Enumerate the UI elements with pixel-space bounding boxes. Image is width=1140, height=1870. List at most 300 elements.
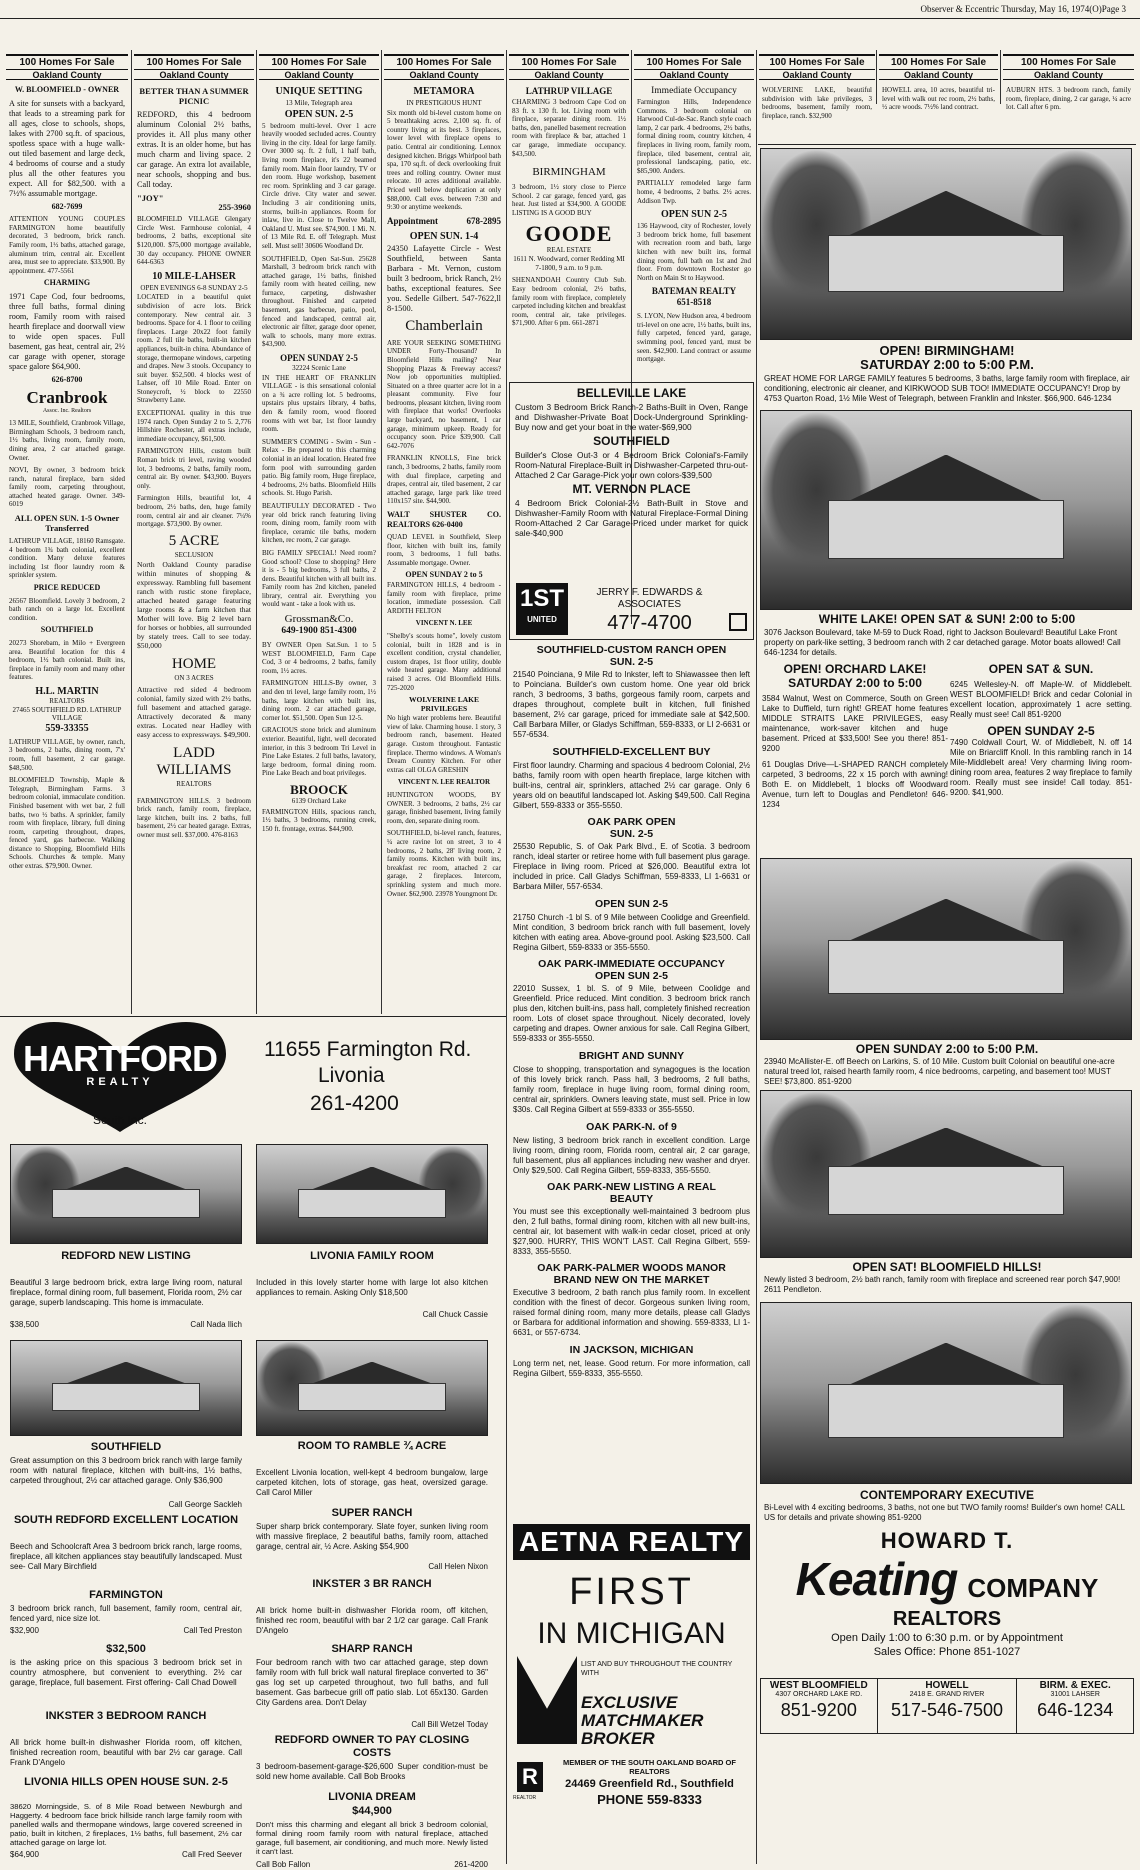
listing-title: OAK PARK OPEN SUN. 2-5 xyxy=(587,816,676,840)
heading-line2: Oakland County xyxy=(509,69,629,81)
classified-column-2 xyxy=(134,50,254,1018)
price: $64,900 xyxy=(10,1850,39,1859)
ad-sub: IN PRESTIGIOUS HUNT xyxy=(406,99,482,107)
agency-name: Chamberlain xyxy=(405,317,483,334)
ad-text: Attractive red sided 4 bedroom colonial, family sized with 2½ baths, full basement and attached garage. Attractively decorated & many extras. Located near Hadley with easy access to expressways. $49,900. xyxy=(137,684,251,739)
listing-title: SHARP RANCH xyxy=(331,1643,413,1655)
listing-title: ROOM TO RAMBLE ¾ ACRE xyxy=(297,1440,447,1452)
agent-call: Call Fred Seever xyxy=(181,1850,242,1859)
listing-text: GREAT HOME FOR LARGE FAMILY features 5 bedrooms, 3 baths, large family room with fireplace, air conditioning, electronic air cleaner, and KIRKWOOD SUB TOO! IMMEDIATE OCCUPANCY! Drop by 4753 Quarton Road, 1½ Mile West of Telegraph, between Franklin and Inkster. $66,900. 646-1234 xyxy=(764,374,1130,403)
ad-text: BY OWNER Open Sat.Sun. 1 to 5 WEST BLOOMFIELD, Farm Cape Cod, 3 or 4 bedrooms, 2 baths, family room, 1½ acres. xyxy=(262,641,376,675)
classified-column-4 xyxy=(384,50,504,1018)
office-howell xyxy=(878,1679,1018,1733)
edwards-ad xyxy=(509,382,754,640)
ad-text: 13 MILE, Southfield, Cranbrook Village, Birmingham Schools, 3 bedroom ranch, 1½ baths, living room, family room, dining area, 2 car attached garage. Owner. xyxy=(9,419,125,462)
column-rule xyxy=(876,50,877,104)
ad-title: OPEN SUN 2-5 xyxy=(660,209,728,221)
listing-text: 6245 Wellesley-N. off Maple-W. of Middlebelt. WEST BLOOMFIELD! Brick and cedar Colonial in excellent location, approximately 1 acre setting. Really must see! Call 851-9200 xyxy=(950,680,1132,719)
ad-text: 136 Haywood, city of Rochester, lovely 3 bedroom brick home, full basement with recreation room and bath, large kitchen with new built ins, formal dining room, full bath on 1st and 2nd floor. From downtown Rochester go North on Main St to Haywood. xyxy=(637,222,751,282)
column-rule xyxy=(256,50,257,1014)
keating-name1: HOWARD T. xyxy=(880,1528,1014,1553)
section-rule xyxy=(758,144,1136,145)
hartford-name: HARTFORD xyxy=(23,1038,217,1079)
ad-text: FARMINGTON HILLS. 3 bedroom brick ranch, family room, fireplace, large kitchen, built ins. 2 baths, full basement, 2½ car heated garage. Extras, owner must sell. $37,000. 476-8163 xyxy=(137,796,251,839)
listing-title: INKSTER 3 BEDROOM RANCH xyxy=(45,1710,207,1722)
ad-text: HUNTINGTON WOODS, BY OWNER. 3 bedrooms, 2 baths, 2½ car garage, finished basement, living family room, den, separate dining room. xyxy=(387,791,501,825)
price: $38,500 xyxy=(10,1320,39,1329)
heading-line2: Oakland County xyxy=(759,69,875,81)
ad-title: ALL OPEN SUN. 1-5 Owner Transferred xyxy=(14,513,120,534)
price: $32,900 xyxy=(10,1626,39,1635)
listing-text: First floor laundry. Charming and spacious 4 bedroom Colonial, 2½ baths, family room with open hearth fireplace, large kitchen with built-ins, central air, sprinklers, attached 2½ car garage. Only 6 years old on beautiful landscaped lot. Asking $49,500. Call Regina Gilbert, 559-8333 or 355-5550. xyxy=(513,761,750,810)
heading-line1: 100 Homes For Sale xyxy=(19,57,115,68)
hartford-ad xyxy=(4,1020,504,1869)
listing-title: OPEN! ORCHARD LAKE! xyxy=(783,662,927,676)
heading-line1: 100 Homes For Sale xyxy=(271,57,367,68)
classified-column-7 xyxy=(759,50,875,142)
listing-title: REDFORD OWNER TO PAY CLOSING COSTS xyxy=(274,1734,470,1759)
west-bloomfield-listing xyxy=(950,662,1132,852)
listing-text: 38620 Morningside, S. of 8 Mile Road between Newburgh and Haggerty. 4 bedroom face brick hillside ranch large family room with panelled walls and thermopane windows, large covered screened in patio, built in kitchen, 2 fireplaces, 1½ baths, full basement, 2½ car attached garage on large lot. xyxy=(10,1802,242,1847)
aetna-banner xyxy=(513,1524,750,1560)
heading-line1: 100 Homes For Sale xyxy=(769,57,865,68)
ad-text: BLOOMFIELD VILLAGE Glengary Circle West. Farmhouse colonial, 4 bedrooms, 2 baths, exceptional site $120,000. $75,000 mortgage available, 30 day occupancy. PHONE OWNER 644-6363 xyxy=(137,215,251,267)
agency-name: H.L. MARTIN xyxy=(35,685,99,697)
listing-text: 7490 Coldwall Court, W. of Middlebelt, N. off 14 Mile on Briarcliff Knoll. In this rambling ranch in 14 Mile-Middlebelt area! Very charming living room-dining room area, features 2 way fireplace to family room. Really must see inside! Call today. 851-9200. $41,900. xyxy=(950,738,1132,797)
agency-name: JERRY F. EDWARDS & ASSOCIATES xyxy=(596,587,703,610)
column-rule xyxy=(506,50,507,1864)
agent-call: Call Bob Fallon xyxy=(256,1860,311,1869)
listing-text: New listing, 3 bedroom brick ranch in excellent condition. Large living room, dining room, Florida room, central air, 2 car garage, full basement, plus all appliances including new washer and dryer. Only $29,500. Call Regina Gilbert, 559-8333, 355-5550. xyxy=(513,1136,750,1175)
listing-title: IN JACKSON, MICHIGAN xyxy=(569,1344,694,1356)
agency-name: Grossman&Co. xyxy=(284,613,354,626)
column-rule xyxy=(381,50,382,1014)
ad-phone: 682-7699 xyxy=(51,201,83,211)
ad-text: PARTIALLY remodeled large farm home, 4 bedrooms, 2 baths. 2½ acres. Addison Twp. xyxy=(637,179,751,205)
listing-text: Super sharp brick contemporary. Slate foyer, sunken living room with massive fireplace, 2 beautiful baths, family room, attached garage, central air, ½ Acre. Asking $54,900 xyxy=(256,1522,488,1551)
listing-title: BRIGHT AND SUNNY xyxy=(578,1050,685,1062)
ad-sub: 32224 Scenic Lane xyxy=(292,364,346,373)
listing-title: LIVONIA DREAM xyxy=(328,1791,416,1803)
agent-call: Call Nada Ilich xyxy=(190,1320,242,1329)
office-name: HOWELL xyxy=(925,1680,969,1691)
agent-call: Call George Sackleh xyxy=(168,1500,242,1509)
office-address: 31001 LAHSER xyxy=(1050,1691,1100,1698)
keating-name2: Keating xyxy=(795,1553,958,1605)
column-heading xyxy=(879,54,998,80)
heading-line2: Oakland County xyxy=(6,69,128,81)
ad-phone: 678-2895 xyxy=(466,215,501,226)
hartford-address: 11655 Farmington Rd. xyxy=(264,1038,472,1061)
listing-text: Newly listed 3 bedroom, 2½ bath ranch, family room with fireplace and screened rear porch $47,900! 2611 Pendleton. xyxy=(764,1275,1121,1294)
ad-text: ATTENTION YOUNG COUPLES FARMINGTON home beautifully decorated, 3 bedroom, brick ranch. Family room, 1½ baths, attached garage, aluminum trim, central air. Excellent area, must see to appreciate. $33,900. By appointment. 477-5561 xyxy=(9,215,125,275)
column-heading xyxy=(759,54,875,80)
aetna-first: FIRST xyxy=(569,1571,694,1613)
agent-call: Call Bill Wetzel Today xyxy=(411,1720,488,1729)
column-heading xyxy=(1003,54,1134,80)
ad-appointment xyxy=(387,216,501,227)
listing-title: SOUTHFIELD xyxy=(90,1441,162,1453)
listing-text: 3 bedroom-basement-garage-$26,600 Super condition-must be sold new home available. Call Bob Brooks xyxy=(256,1762,488,1781)
agency-address: 6139 Orchard Lake xyxy=(291,796,347,805)
agency-name: BROOCK xyxy=(290,781,348,797)
agency-phone: 261-4200 xyxy=(454,1860,488,1869)
listing-text: Great assumption on this 3 bedroom brick ranch with large family room with natural fireplace, kitchen with built-ins, 1½ baths, carpeted throughout, 2½ car attached garage. Only $36,900 xyxy=(10,1456,242,1485)
agency-sub: REAL ESTATE xyxy=(546,245,592,254)
ad-text: No high water problems here. Beautiful view of lake. Charming house. 1 story, 3 bedroom ranch, basement. Heated garage. Custom throughout. Fantastic fireplace. Thermo windows. A Woman's Dream Country Kitchen. For other extras call OLGA GRESHIN xyxy=(387,714,501,774)
listing-text: Custom 3 Bedroom Brick Ranch-2 Baths-Built in Oven, Range and Dishwasher-Private Boat Dock-Underground Sprinkling-Buy now and get your boat in the water-$69,900 xyxy=(515,402,748,432)
ad-text: North Oakland County paradise within minutes of shopping & expressway. Rambling full basement ranch with rustic stone fireplace, attached heated garage featuring large rooms & a farm kitchen that Mother will love. Big 2 level barn for horses or hobbies, all surrounded by stately trees. Call to see today. $50,000 xyxy=(137,560,251,651)
aetna-address: 24469 Greenfield Rd., Southfield xyxy=(565,1778,734,1790)
listing-title: INKSTER 3 BR RANCH xyxy=(312,1578,432,1590)
agency-name: VINCENT N. LEE xyxy=(415,619,473,628)
ad-text: NOVI, By owner, 3 bedroom brick ranch, natural fireplace, barn sided family room, carpeting throughout, attached heated garage. Owner. 349-6019 xyxy=(9,466,125,509)
aetna-exclusive: EXCLUSIVE MATCHMAKER BROKER xyxy=(581,1693,704,1748)
ad-text: 26567 Bloomfield. Lovely 3 bedroom, 2 bath ranch on a large lot. Excellent condition. xyxy=(9,596,125,622)
agency-name: LADD WILLIAMS xyxy=(156,744,232,778)
classified-column-3 xyxy=(259,50,379,1018)
listing-text: Executive 3 bedroom, 2 bath ranch plus family room. In excellent condition with the finest of decor. Gorgeous sunken living room, raised formal dining room, many more details, please call Gladys or Barbara for additional information and showing. 559-8333, LI 1-6631, or 557-6734. xyxy=(513,1288,750,1337)
first-united-badge xyxy=(516,583,568,635)
agency-phone: 649-1900 851-4300 xyxy=(281,626,357,637)
ad-title: BETTER THAN A SUMMER PICNIC xyxy=(139,86,249,106)
ad-text: Six month old bi-level custom home on 5 breathtaking acres. 2,100 sq. ft. of country living at its best. 3 fireplaces, lower level with fireplace opens to patio. Central air conditioning. Lennox designed kitchen. Briggs Whirlpool bath spa, 170 sq.ft. of deck overlooking fruit trees and rolling country. Owner must relocate. 10 acres additional available. Priced well below duplication at only $88,000. Call eves. between 7:30 and 9:30 or anytime weekends. xyxy=(387,108,501,212)
ad-title: SOUTHFIELD xyxy=(40,625,94,635)
ad-text: SHENANDOAH Country Club Sub. Easy bedroom colonial, 2½ baths, family room with fireplace, completely carpeted including kitchen and breakfast room, central air, take privileges. $71,900. After 6 pm. 661-2871 xyxy=(512,276,626,328)
listing-text: 3584 Walnut, West on Commerce, South on Green Lake to Duffield, turn right! GREAT home features MIDDLE STRAITS LAKE PRIVILEGES, easy maintenance, work-saver kitchen and huge basement. Priced at $33,500! See you there! 851-9200 xyxy=(762,694,948,753)
office-phone: 646-1234 xyxy=(1037,1700,1114,1720)
listing-text: 21540 Poinciana, 9 Mile Rd to Inkster, left to Shiawassee then left to Poinciana. Builder's own custom home. One year old brick ranch, 3 bedrooms, 3 baths, gorgeous family room, carpets and drapes throughout, complete built in kitchen, full finished basement, 2½ car garage, priced for immediate sale at $42,500. Call Barbara Miller, or Gladys Schiffman, 559-8333, or LI 2-6631 or 557-6534. xyxy=(513,670,750,739)
aetna-member: MEMBER OF THE SOUTH OAKLAND BOARD OF REALTORS xyxy=(563,1758,736,1776)
office-address: 2418 E. GRAND RIVER xyxy=(909,1691,985,1698)
ad-text: QUAD LEVEL in Southfield, Sleep floor, kitchen with built ins, family room, 3 bedrooms, 1 full baths. Assumable mortgage. Owner. xyxy=(387,533,501,567)
ad-appointment-label: Appointment xyxy=(387,215,439,226)
ad-text: A site for sunsets with a backyard, that leads to a streaming park for all ages, close to schools, shops, lakes with 2700 sq.ft. of spacious, spotless space with a huge walk-out tiled basement and large deck, 4 bedrooms of course and a study plus all the other features you expect. All for $82,500. with a 7½% assumable mortgage. xyxy=(9,98,125,198)
ad-title: W. BLOOMFIELD - OWNER xyxy=(14,85,120,94)
listing-title: SOUTHFIELD-EXCELLENT BUY xyxy=(552,746,711,758)
house-photo xyxy=(760,1302,1132,1484)
listing-text: 21750 Church -1 bl S. of 9 Mile between Coolidge and Greenfield. Mint condition, 3 bedroom brick ranch with full basement, lovely kitchen with eating area. Above-ground pool. Asking $23,500. Call Regina Gilbert, 559-8333 or 355-5550. xyxy=(513,913,750,952)
office-name: WEST BLOOMFIELD xyxy=(769,1680,868,1691)
house-photo xyxy=(10,1144,242,1244)
ad-text: SOUTHFIELD, Open Sat-Sun. 25628 Marshall, 3 bedroom brick ranch with attached garage, 1½ baths, finished family room with heated ceiling, new furnace, carpeting, dishwasher throughout. Finished and carpeted basement, gas barbecue, patio, pool, fenced and landscaped, central air, electronic air filter, garage door opener, walk to schools, many more extras. $43,900. xyxy=(262,254,376,349)
listing-title: MT. VERNON PLACE xyxy=(572,482,691,496)
listing-text: All brick home built-in dishwasher Florida room, off kitchen, finished rec room, beautiful with bar 2 1/2 car garage. Call Frank D'Angelo xyxy=(256,1606,488,1635)
listing-subtitle: SATURDAY 2:00 to 5:00 xyxy=(788,676,922,690)
heading-line2: Oakland County xyxy=(134,69,254,81)
listing-title: LIVONIA FAMILY ROOM xyxy=(310,1250,434,1262)
keating-ad xyxy=(758,146,1136,1860)
ad-sub: OPEN EVENINGS 6-8 SUNDAY 2-5 xyxy=(140,283,248,292)
ad-text: LATHRUP VILLAGE, by owner, ranch, 3 bedrooms, 2 baths, dining room, 7'x' room, full basement, 2 car garage. $48,500. xyxy=(9,737,125,772)
heading-line1: 100 Homes For Sale xyxy=(890,57,987,68)
ad-text: EXCEPTIONAL quality in this true 1974 ranch. Open Sunday 2 to 5. 2,776 Hillshire Rochester, all extras include, immediate occupancy, $61,500. xyxy=(137,409,251,443)
agency-phone: 477-4700 xyxy=(607,612,692,634)
heading-line2: Oakland County xyxy=(634,69,754,81)
listing-title: $32,500 xyxy=(106,1643,146,1655)
office-birmingham xyxy=(1017,1679,1133,1733)
ad-text: BEAUTIFULLY DECORATED - Two year old brick ranch featuring living room, dining room, family room with fireplace, ceramic tile baths, modern kitchen, rec room, 2 car garage. xyxy=(262,501,376,545)
listing-text: 3 bedroom brick ranch, full basement, family room, central air, fenced yard, nice size lot. xyxy=(10,1604,242,1623)
listing-title: OPEN SUN 2-5 xyxy=(595,898,668,910)
classified-column-6 xyxy=(634,50,754,380)
house-photo xyxy=(10,1340,242,1436)
listing-title: REDFORD NEW LISTING xyxy=(61,1250,191,1262)
classified-column-8 xyxy=(879,50,998,142)
heading-line1: 100 Homes For Sale xyxy=(1020,57,1117,68)
ad-text: FARMINGTON Hills, spacious ranch, 1½ baths, 3 bedrooms, running creek, 150 ft. frontage, extras. $44,900. xyxy=(262,807,376,833)
heading-line2: Oakland County xyxy=(879,69,998,81)
ad-text: SUMMER'S COMING - Swim - Sun - Relax - Be prepared to this charming colonial in an ideal location. Heated free form pool with surrounding garden patio. Big family room, Huge fireplace, 4 bedrooms, 2½ baths. Bloomfield Hills schools. St. Hugo Parish. xyxy=(262,437,376,498)
ad-title: HOME xyxy=(171,656,217,673)
listing-text: Builder's Close Out-3 or 4 Bedroom Brick Colonial's-Family Room-Natural Fireplace-Built in Dishwasher-Carpeted thru-out-Attached 2 Car Garage-Pick your own colors-$39,500 xyxy=(515,450,748,480)
listing-text: Beech and Schoolcraft Area 3 bedroom brick ranch, large rooms, fireplace, all kitchen appliances stay beautifully landscaped. Must see- Call Mary Birchfield xyxy=(10,1542,242,1571)
agent-call: Call Ted Preston xyxy=(183,1626,242,1635)
keating-sales: Sales Office: Phone 851-1027 xyxy=(873,1646,1021,1658)
heading-line1: 100 Homes For Sale xyxy=(521,57,617,68)
house-photo xyxy=(760,410,1132,610)
ad-title: 5 ACRE xyxy=(168,532,220,549)
listing-title: SOUTHFIELD xyxy=(593,434,670,448)
listing-price xyxy=(10,1626,242,1636)
listing-title: BELLEVILLE LAKE xyxy=(576,386,687,400)
agency-name: VINCENT N. LEE REALTOR xyxy=(397,778,491,787)
listing-subtitle: SATURDAY 2:00 to 5:00 P.M. xyxy=(860,357,1034,372)
hartford-city: Livonia xyxy=(318,1064,385,1087)
ad-sub: ON 3 ACRES xyxy=(174,674,214,683)
classified-column-1 xyxy=(6,50,128,1018)
house-photo xyxy=(256,1144,488,1244)
ad-title: OPEN SUNDAY 2-5 xyxy=(280,353,358,364)
classified-column-5 xyxy=(509,50,629,380)
ad-text: LOCATED in a beautiful quiet subdivision of acre lots. Brick contemporary. New central air. 3 bedrooms. Space for 4. 1 floor to ceiling fireplaces. Large 20x22 foot family room. 2 full tile baths, built-in kitchen appliances, built-in china. Abundance of storage, thermopane windows, carpeting and drapes. New 3 stools. Occupancy to suit buyer. $52,500. 4 blocks west of Lahser, off 10 Mile Road. Enter on Stoneycroft, ½ block to 22550 Strawberry Lane. xyxy=(137,293,251,405)
ad-text: HOWELL area, 10 acres, beautiful tri-level with walk out rec room, 2½ baths, ½ acre woods. 7½% land contract. xyxy=(882,86,995,112)
ad-text: CHARMING 3 bedroom Cape Cod on 83 ft. x 130 ft. lot. Living room with fireplace, separate dining room. 1½ baths, den, panelled basement recreation room with fireplace & bar, attached 1 car garage, immediate occupancy. $43,500. xyxy=(512,98,626,158)
section-rule xyxy=(0,1016,506,1017)
listing-title: CONTEMPORARY EXECUTIVE xyxy=(859,1488,1035,1502)
ad-title: WOLVERINE LAKE PRIVILEGES xyxy=(409,695,479,713)
ad-text: IN THE HEART OF FRANKLIN VILLAGE - is this sensational colonial on a ¾ acre rolling lot. 5 bedrooms, upstairs plus upstairs library, 4 baths, den & family room, wood floored rooms with wet bar, 1st floor laundry room. xyxy=(262,373,376,434)
office-phone: 517-546-7500 xyxy=(890,1700,1004,1720)
keating-name3: COMPANY xyxy=(967,1573,1099,1603)
listing-text: 22010 Sussex, 1 bl. S. of 9 Mile, between Coolidge and Greenfield. Price reduced. Mint condition. 3 bedroom brick ranch plus den, kitchen built-ins, pass hall, completely finished recreation room. Lots of closet space throughout. Nicely decorated, lovely carpeting and drapes. Owner anxious for sale. Call Regina Gilbert, 559-8333 or 355-5550. xyxy=(513,984,750,1043)
agency-sub: Assoc. Inc. Realtors xyxy=(42,407,92,414)
listing-title: OAK PARK-N. of 9 xyxy=(586,1121,677,1133)
listing-text: Bi-Level with 4 exciting bedrooms, 3 baths, not one but TWO family rooms! Builder's own home! CALL US for details and private showing 851-9200 xyxy=(764,1503,1125,1522)
ad-text: 1971 Cape Cod, four bedrooms, three full baths, formal dining room, Family room with raised hearth fireplace and doorwall view to wide open spaces. Full basement, gas heat, central air, 2½ car garage with opener, storage space galore $64,900. xyxy=(9,291,125,371)
ad-text: Farmington Hills, beautiful lot, 4 bedroom, 2½ baths, den, huge family room, central air and air cleaner. 7¼% mortgage. $73,900. By owner. xyxy=(137,494,251,529)
heading-line1: 100 Homes For Sale xyxy=(646,57,742,68)
heading-line1: 100 Homes For Sale xyxy=(146,57,242,68)
aetna-list-buy: LIST AND BUY THROUGHOUT THE COUNTRY WITH xyxy=(581,1661,733,1677)
ad-title: OPEN SUNDAY 2 to 5 xyxy=(405,570,483,580)
ad-text: AUBURN HTS. 3 bedroom ranch, family room, fireplace, dining, 2 car garage, ¼ acre lot. Call after 6 pm. xyxy=(1006,86,1131,112)
mm-logo-icon xyxy=(517,1656,577,1744)
agency-phone: 626-0400 xyxy=(432,519,463,529)
listing-title: WHITE LAKE! OPEN SAT & SUN! 2:00 to 5:00 xyxy=(818,612,1076,626)
agent-call: Call Helen Nixon xyxy=(428,1562,488,1571)
realtor-r-icon: R xyxy=(517,1762,543,1792)
equal-housing-icon xyxy=(729,613,747,631)
ad-signature: "JOY" xyxy=(137,193,164,203)
ad-title: UNIQUE SETTING xyxy=(275,86,363,97)
ad-title: LATHRUP VILLAGE xyxy=(525,86,613,96)
listing-price xyxy=(10,1320,242,1330)
column-heading xyxy=(384,54,504,80)
listing-title: OPEN SUNDAY 2:00 to 5:00 P.M. xyxy=(855,1042,1039,1056)
heading-line2: Oakland County xyxy=(1003,69,1134,81)
ad-text: FRANKLIN KNOLLS, Fine brick ranch, 3 bedrooms, 2 baths, family room with dual fireplace, carpeting and drapes, central air, tiled basement, 2 car attached garage, large park like treed 110x157 site. $44,900. xyxy=(387,454,501,506)
office-phone: 851-9200 xyxy=(780,1700,857,1720)
realtor-mark: REALTOR xyxy=(513,1795,537,1801)
agency-sub: REALTORS xyxy=(49,696,85,705)
listing-text: 3076 Jackson Boulevard, take M-59 to Duck Road, right to Jackson Boulevard! Beautiful Lake Front property on park-like setting, 3 bedroom ranch with 2 car detached garage. Motor boats allowed! Call 646-1234 for details. xyxy=(764,628,1121,657)
ad-text: 5 bedroom multi-level. Over 1 acre heavily wooded secluded acres. Country living in the city. Ideal for large family. Over 3000 sq. ft. 2 full, 1 half bath, living room fireplace, it's 22 beamed family room. Main floor laundry, TV or den room. Huge workshop, basement rec room. Sprinkling and 3 car garage. Circle drive. City water and sewer. Including 3 air conditioning units, storms, built-in appliances. Room for inlaw, live in. Close to Twelve Mall, Oakland U. Must see. $74,900. 1 Mi. N. of 13 Mile Rd. E. off Telegraph. Must sell. Must sell! 30606 Woodland Dr. xyxy=(262,121,376,250)
agency-phone: 559-33355 xyxy=(45,722,89,734)
edwards-agency xyxy=(576,587,723,635)
ad-title: 10 MILE-LAHSER xyxy=(152,270,236,282)
agency-phone: 651-8518 xyxy=(676,297,712,308)
listing-text: Close to shopping, transportation and synagogues is the location of this lovely brick ranch. Pass hall, 3 bedrooms, 2 full baths, family room, fireplace in huge living room, formal dining room, central air, sprinklers. Owners leaving state, must sell. Price in low $30s. Call Regina Gilbert at 559-8333 or 355-5550. xyxy=(513,1065,750,1114)
ad-text: LATHRUP VILLAGE, 18160 Ramsgate. 4 bedroom 1¾ bath colonial, excellent condition. Many deluxe features including 1st floor laundry room & sprinkler system. xyxy=(9,537,125,580)
ad-text: BLOOMFIELD Township, Maple & Telegraph, Birmingham Farms. 3 bedroom colonial, immaculate condition. Finished basement with wet bar, 2 full baths, two ½ baths. A sprinkler, family room with fireplace, library, full dining room, carpeting throughout, drapes, fenced yard, gas barbecue. Walking distance to Shopping, Bloomfield Hills Schools. Churches & temple. Many other extras. $79,900. Owner. xyxy=(9,776,125,871)
agency-address: 27465 SOUTHFIELD RD. LATHRUP VILLAGE xyxy=(12,705,122,723)
aetna-phone: PHONE 559-8333 xyxy=(597,1792,702,1807)
listing-text: Beautiful 3 large bedroom brick, extra large living room, natural fireplace, formal dining room, full basement, Florida room, 2½ car garage, superb landscaping. This home is immaculate. xyxy=(10,1278,242,1307)
ad-title: Immediate Occupancy xyxy=(651,86,737,96)
office-west-bloomfield xyxy=(761,1679,878,1733)
ad-text: ARE YOUR SEEKING SOMETHING UNDER Forty-Thousand? In Bloomfield Hills mailing? Near Shopping Plazas & Freeway access? Now job opportunities multiplied. Situated on a three quarter acre lot in a pleasant community. Five four bedrooms, pleasant kitchen, living room with fireplace that works! Overlooks large backyard, no basement, 1 car garage, minimum upkeep. Ready for occupancy soon. Price $39,900. Call 642-7076 xyxy=(387,338,501,450)
ad-text: S. LYON, New Hudson area, 4 bedroom tri-level on one acre, 1½ baths, built ins, fully carpeted, fenced yard, garage, swimming pool, fenced yard, must be seen. $42,900. Land contract or assume mortgage. xyxy=(637,312,751,364)
ad-text: FARMINGTON HILLS-By owner, 3 and den tri level, large family room, 1½ baths, large kitchen with built ins, dining room. 2 car attached garage, corner lot. $51,500. Open Sun 12-5. xyxy=(262,679,376,722)
agency-name xyxy=(387,510,501,529)
ad-text: REDFORD, this 4 bedroom aluminum Colonial 2½ baths, provides it. All plus many other extras. It is an older home, but has much charm and living space. 2 car garage. An extra lot available, near schools, shopping and bus. Call today. xyxy=(137,110,251,189)
listing-price xyxy=(10,1850,242,1860)
masthead-rule xyxy=(0,18,1140,19)
ad-phone: 255-3960 xyxy=(218,201,251,212)
ad-text: 24350 Lafayette Circle - West Southfield, between Santa Barbara - Mt. Vernon, custom built 3 bedroom, brick Ranch, 2½ baths, exceptional features. See you. Sedelle Gilbert. 547-7622,ll 8-1500. xyxy=(387,243,501,313)
hartford-south: South Inc. xyxy=(92,1113,148,1127)
column-heading xyxy=(634,54,754,80)
column-rule xyxy=(131,50,132,1014)
ad-title: BIRMINGHAM xyxy=(532,166,606,179)
listing-text: 23940 McAllister-E. off Beech on Larkins, S. of 10 Mile. Custom built Colonial on beautiful one-acre natural treed lot, raised hearth family room, 4 nice bedrooms, carpeting, and basement too! MUST SEE! $73,800. 851-9200 xyxy=(764,1057,1115,1086)
ad-sub: 13 Mile, Telegraph area xyxy=(285,99,353,107)
keating-logo xyxy=(758,1528,1136,1659)
ad-title: CHARMING xyxy=(43,278,91,288)
listing-title: SOUTHFIELD-CUSTOM RANCH OPEN SUN. 2-5 xyxy=(536,644,727,668)
column-heading xyxy=(259,54,379,80)
listing-text: You must see this exceptionally well-maintained 3 bedroom plus den, 2 full baths, formal dining room, kitchen with all new built-ins, central air, lot basement with walk-in cedar closet, priced at only $27,900. HURRY, THIS WON'T LAST. Call Regina Gilbert, 559-8333, 355-5550. xyxy=(513,1207,750,1256)
ad-text: FARMINGTON HILLS, 4 bedroom - family room with fireplace, prime location, immediate possession. Call ARDITH FELTON xyxy=(387,580,501,615)
classified-column-9 xyxy=(1003,50,1134,142)
agent-call: Call Chuck Cassie xyxy=(422,1310,488,1319)
listing-text: Don't miss this charming and elegant all brick 3 bedroom colonial, formal dining room family room with natural fireplace, attached garage, full basement, air conditioning, and much more. Newly listed it can't last. xyxy=(256,1820,488,1856)
column-heading xyxy=(509,54,629,80)
ad-text: WOLVERINE LAKE, beautiful subdivision with lake privileges, 3 bedrooms, basement, family room, fireplace, ranch. $32,900 xyxy=(762,86,872,120)
ad-title: OPEN SUN. 1-4 xyxy=(409,230,479,242)
agency-logo: Cranbrook xyxy=(26,387,108,407)
badge-sub: UNITED xyxy=(527,615,557,624)
ad-text: FARMINGTON Hills, custom built Roman brick tri level, raving wooded lot, 3 bedrooms, 2 baths, family room, central air. By owner. $43,900. Buyers only. xyxy=(137,447,251,490)
house-photo xyxy=(760,148,1132,340)
masthead: Observer & Eccentric Thursday, May 16, 1974(O)Page 3 xyxy=(920,4,1126,14)
heading-line2: Oakland County xyxy=(259,69,379,81)
listing-text: Included in this lovely starter home with large lot also kitchen appliances to remain. Asking Only $18,500 xyxy=(256,1278,488,1297)
agency-logo: GOODE xyxy=(525,220,613,246)
house-photo xyxy=(760,1090,1132,1258)
ad-text: 3 bedroom, 1½ story close to Pierce School. 2 car garage, fenced yard, gas heat. Just listed at $34,900. A GOODE LISTING IS A GOOD BUY xyxy=(512,183,626,217)
column-heading xyxy=(134,54,254,80)
ad-text: SOUTHFIELD, bi-level ranch, features, ¼ acre ravine lot on street, 3 to 4 bedrooms, 2 baths, 28' living room, 2 family rooms. Kitchen with built ins, breakfast rec room, attached 2 car garage, 2 fireplaces. Intercom, sprinkling system and much more. Owner. $62,900. 23978 Youngmont Dr. xyxy=(387,829,501,898)
ad-sub: SECLUSION xyxy=(174,550,214,559)
house-photo xyxy=(256,1340,488,1436)
listing-title: LIVONIA HILLS OPEN HOUSE SUN. 2-5 xyxy=(24,1776,228,1788)
agency-name: BATEMAN REALTY xyxy=(651,286,737,297)
hartford-logo xyxy=(10,1020,230,1136)
listing-title: OAK PARK-NEW LISTING A REAL BEAUTY xyxy=(547,1181,716,1205)
office-name: BIRM. & EXEC. xyxy=(1039,1680,1111,1691)
listing-text: 25530 Republic, S. of Oak Park Blvd., E. of Scotia. 3 bedroom ranch, ideal starter or retiree home with full basement plus garage. Fireplace in living room. Priced at $26,000. Beautiful extra lot included in price. Call Gladys Schiffman, 559-8333, LI 1-6631 or Barbara Miller, 557-6534. xyxy=(513,842,750,891)
agency-label: WALT SHUSTER CO. REALTORS xyxy=(387,510,501,529)
listing-title: OAK PARK-PALMER WOODS MANOR BRAND NEW ON THE MARKET xyxy=(537,1262,726,1286)
ad-text: "Shelby's scouts home", lovely custom colonial, built in 1828 and is in excellent condition, crystal chandelier, custom drapes, 1st floor utility, double wide heated garage. Many additional raised 3 acres. Old Bloomfield Hills. 725-2020 xyxy=(387,631,501,692)
heading-line1: 100 Homes For Sale xyxy=(396,57,492,68)
aetna-ad xyxy=(509,644,754,1860)
keating-offices xyxy=(760,1678,1134,1734)
listing-text: 61 Douglas Drive—L-SHAPED RANCH completely carpeted, 3 bedrooms, 22 x 15 porch with awning! Both E. on Middlebelt, 1 blocks off Woodward Avenue, turn left to Douglas and Pendleton! 646-1234 xyxy=(762,760,948,809)
heading-line2: Oakland County xyxy=(384,69,504,81)
listing-text: Long term net, net, lease. Good return. For more information, call Regina Gilbert, 559-8333, 355-5550. xyxy=(513,1359,750,1378)
ad-title: METAMORA xyxy=(413,86,475,97)
listing-text: All brick home built-in dishwasher Florida room, off kitchen, finished recreation room, beautiful with bar 2½ car garage. Call Frank D'Angelo xyxy=(10,1738,242,1767)
badge-text: 1ST xyxy=(519,585,564,612)
ad-open: OPEN SUN. 2-5 xyxy=(284,108,354,120)
listing-price: $44,900 xyxy=(352,1805,392,1817)
ad-phone: 626-8700 xyxy=(51,374,83,384)
keating-hours: Open Daily 1:00 to 6:30 p.m. or by Appointment xyxy=(831,1632,1063,1644)
listing-title: SUPER RANCH xyxy=(331,1507,413,1519)
listing-text: is the asking price on this spacious 3 bedroom brick set in country atmosphere, but convenient to everything. 2½ car garage, fireplace, full basement. First offering- Call Chad Dowell xyxy=(10,1658,242,1687)
ad-text: GRACIOUS stone brick and aluminum exterior. Beautiful, light, well decorated interior, in this 3 bedroom Tri Level in Pine Lake Estates. 2 full baths, lavatory, large bedroom, formal dining room. Pine Lake Beach and boat privileges. xyxy=(262,726,376,778)
ad-text: 20273 Shorebam, in Milo + Evergreen area. Beautiful location for this 4 bedroom, 1½ bath colonial. Built ins, fireplace in family room and many other features. xyxy=(9,639,125,682)
column-heading xyxy=(6,54,128,80)
office-address: 4307 ORCHARD LAKE RD. xyxy=(775,1691,863,1698)
listing-title: SOUTH REDFORD EXCELLENT LOCATION xyxy=(13,1514,239,1526)
orchard-lake-listing xyxy=(762,662,948,852)
agency-address: 1611 N. Woodward, corner Redding MI 7-1800, 9 a.m. to 9 p.m. xyxy=(513,255,625,272)
aetna-in-michigan: IN MICHIGAN xyxy=(537,1617,726,1650)
column-rule xyxy=(1000,50,1001,104)
ad-text: BIG FAMILY SPECIAL! Need room? Good school? Close to shopping? Here it is - 5 big bedrooms, 3 full baths, 2 dens. Beautiful kitchen with all built ins. Family room has 2nd kitchen, paneled library, central air. Everything you would want - take a look with us. xyxy=(262,548,376,609)
listing-title: OPEN SAT! BLOOMFIELD HILLS! xyxy=(852,1260,1042,1274)
hartford-phone: 261-4200 xyxy=(310,1092,399,1115)
listing-title: OPEN SUNDAY 2-5 xyxy=(987,724,1095,738)
house-photo xyxy=(760,858,1132,1040)
hartford-realty: REALTY xyxy=(86,1076,154,1088)
agency-sub: REALTORS xyxy=(176,779,212,788)
listing-text: Excellent Livonia location, well-kept 4 bedroom bungalow, large carpeted kitchen, lots of storage, gas heat, oversized garage. Call Carol Miller xyxy=(256,1468,488,1497)
keating-realtors: REALTORS xyxy=(892,1608,1002,1630)
listing-text: 4 Bedroom Brick Colonial-2½ Bath-Built in Stove and Dishwasher-Family Room with Natural Fireplace-Formal Dining Room-Attached 2 Car Garage-Priced under market for quick sale-$40,900 xyxy=(515,498,748,538)
ad-text: Farmington Hills, Independence Commons. 3 bedroom colonial on Harwood Cul-de-Sac. Ranch style coach lamp, 2 car park. 4 bedrooms, 2½ baths, formal dining room, country kitchen, 4 fireplaces in living room, family room, fireplace, tiled basement, central air, professional landscaping, patio, etc. $85,900. Anders. xyxy=(637,98,751,175)
listing-title: OPEN SAT & SUN. xyxy=(988,662,1094,676)
listing-title: FARMINGTON xyxy=(89,1589,163,1601)
listing-text: Four bedroom ranch with two car attached garage, step down family room with full brick wall natural fireplace converted to 36" gas log set up carpeted throughout, two full baths, and full basement. Gas barbecue grill off patio slab. Lot 65x130. Garden City Gardens area. Don't Delay xyxy=(256,1658,488,1707)
ad-title: PRICE REDUCED xyxy=(33,583,101,593)
listing-call xyxy=(256,1860,488,1870)
listing-title: OPEN! BIRMINGHAM! xyxy=(879,343,1015,358)
